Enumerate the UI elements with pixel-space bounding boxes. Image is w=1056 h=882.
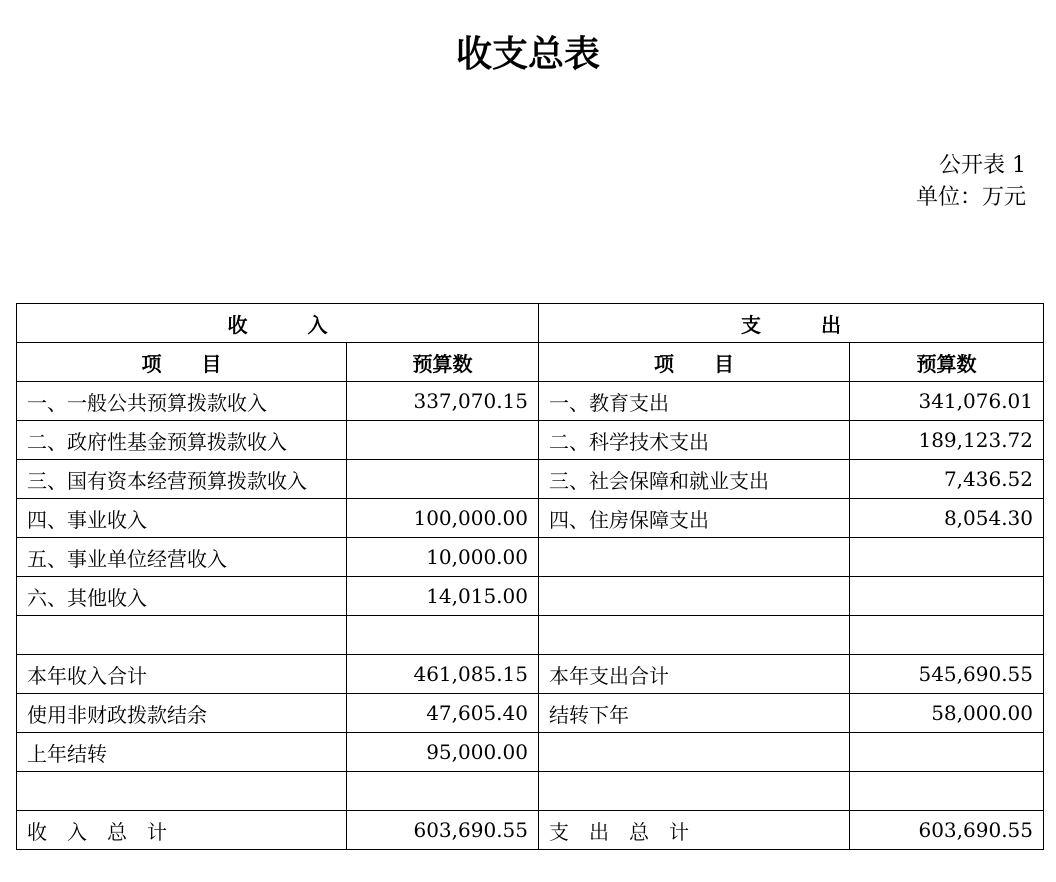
- income-item: 一、一般公共预算拨款收入: [17, 382, 347, 421]
- expense-item: 二、科学技术支出: [539, 421, 850, 460]
- expense-amount: [850, 616, 1044, 655]
- table-row: [17, 655, 1044, 694]
- income-item: 本年收入合计: [17, 655, 347, 694]
- expense-group-header: 支 出: [539, 304, 1044, 343]
- expense-amount: [850, 538, 1044, 577]
- income-amount: 337,070.15: [347, 382, 539, 421]
- expense-budget-header: 预算数: [850, 343, 1044, 382]
- expense-item: 本年支出合计: [539, 655, 850, 694]
- table-row: [17, 421, 1044, 460]
- income-item: 五、事业单位经营收入: [17, 538, 347, 577]
- income-amount: [347, 772, 539, 811]
- income-amount: [347, 460, 539, 499]
- expense-amount: [850, 772, 1044, 811]
- expense-amount: 545,690.55: [850, 655, 1044, 694]
- total-row: [17, 811, 1044, 850]
- income-amount: 461,085.15: [347, 655, 539, 694]
- expense-item-header: 项 目: [539, 343, 850, 382]
- table-row: [17, 577, 1044, 616]
- income-group-header: 收 入: [17, 304, 539, 343]
- income-item: 上年结转: [17, 733, 347, 772]
- table-row: [17, 772, 1044, 811]
- income-amount: 100,000.00: [347, 499, 539, 538]
- income-item-header: 项 目: [17, 343, 347, 382]
- expense-amount: [850, 733, 1044, 772]
- expense-item: [539, 772, 850, 811]
- income-amount: [347, 616, 539, 655]
- expense-amount: 58,000.00: [850, 694, 1044, 733]
- expense-amount: 189,123.72: [850, 421, 1044, 460]
- income-amount: [347, 421, 539, 460]
- expense-item: [539, 733, 850, 772]
- expense-item: 三、社会保障和就业支出: [539, 460, 850, 499]
- expense-item: [539, 577, 850, 616]
- table-meta: [916, 150, 1026, 214]
- table-row: [17, 460, 1044, 499]
- income-amount: 47,605.40: [347, 694, 539, 733]
- income-item: 四、事业收入: [17, 499, 347, 538]
- income-total-label: 收 入 总 计: [17, 811, 347, 850]
- expense-item: 一、教育支出: [539, 382, 850, 421]
- income-amount: 14,015.00: [347, 577, 539, 616]
- expense-amount: 8,054.30: [850, 499, 1044, 538]
- expense-item: 四、住房保障支出: [539, 499, 850, 538]
- income-budget-header: 预算数: [347, 343, 539, 382]
- income-item: [17, 616, 347, 655]
- income-item: 六、其他收入: [17, 577, 347, 616]
- group-header-row: [17, 304, 1044, 343]
- table-row: [17, 694, 1044, 733]
- page-title: 收支总表: [455, 34, 600, 75]
- expense-total-label: 支 出 总 计: [539, 811, 850, 850]
- income-item: 二、政府性基金预算拨款收入: [17, 421, 347, 460]
- expense-item: 结转下年: [539, 694, 850, 733]
- income-expense-table: [16, 303, 1044, 850]
- table-row: [17, 616, 1044, 655]
- expense-item: [539, 538, 850, 577]
- income-amount: 95,000.00: [347, 733, 539, 772]
- income-item: 三、国有资本经营预算拨款收入: [17, 460, 347, 499]
- table-row: [17, 382, 1044, 421]
- income-item: [17, 772, 347, 811]
- table-number: 公开表 1: [939, 153, 1026, 178]
- income-amount: 10,000.00: [347, 538, 539, 577]
- table-row: [17, 499, 1044, 538]
- income-item: 使用非财政拨款结余: [17, 694, 347, 733]
- income-total-amount: 603,690.55: [347, 811, 539, 850]
- expense-amount: 7,436.52: [850, 460, 1044, 499]
- expense-amount: 341,076.01: [850, 382, 1044, 421]
- expense-item: [539, 616, 850, 655]
- column-header-row: [17, 343, 1044, 382]
- table-row: [17, 733, 1044, 772]
- expense-total-amount: 603,690.55: [850, 811, 1044, 850]
- table-row: [17, 538, 1044, 577]
- unit-label: 单位：万元: [915, 185, 1026, 210]
- expense-amount: [850, 577, 1044, 616]
